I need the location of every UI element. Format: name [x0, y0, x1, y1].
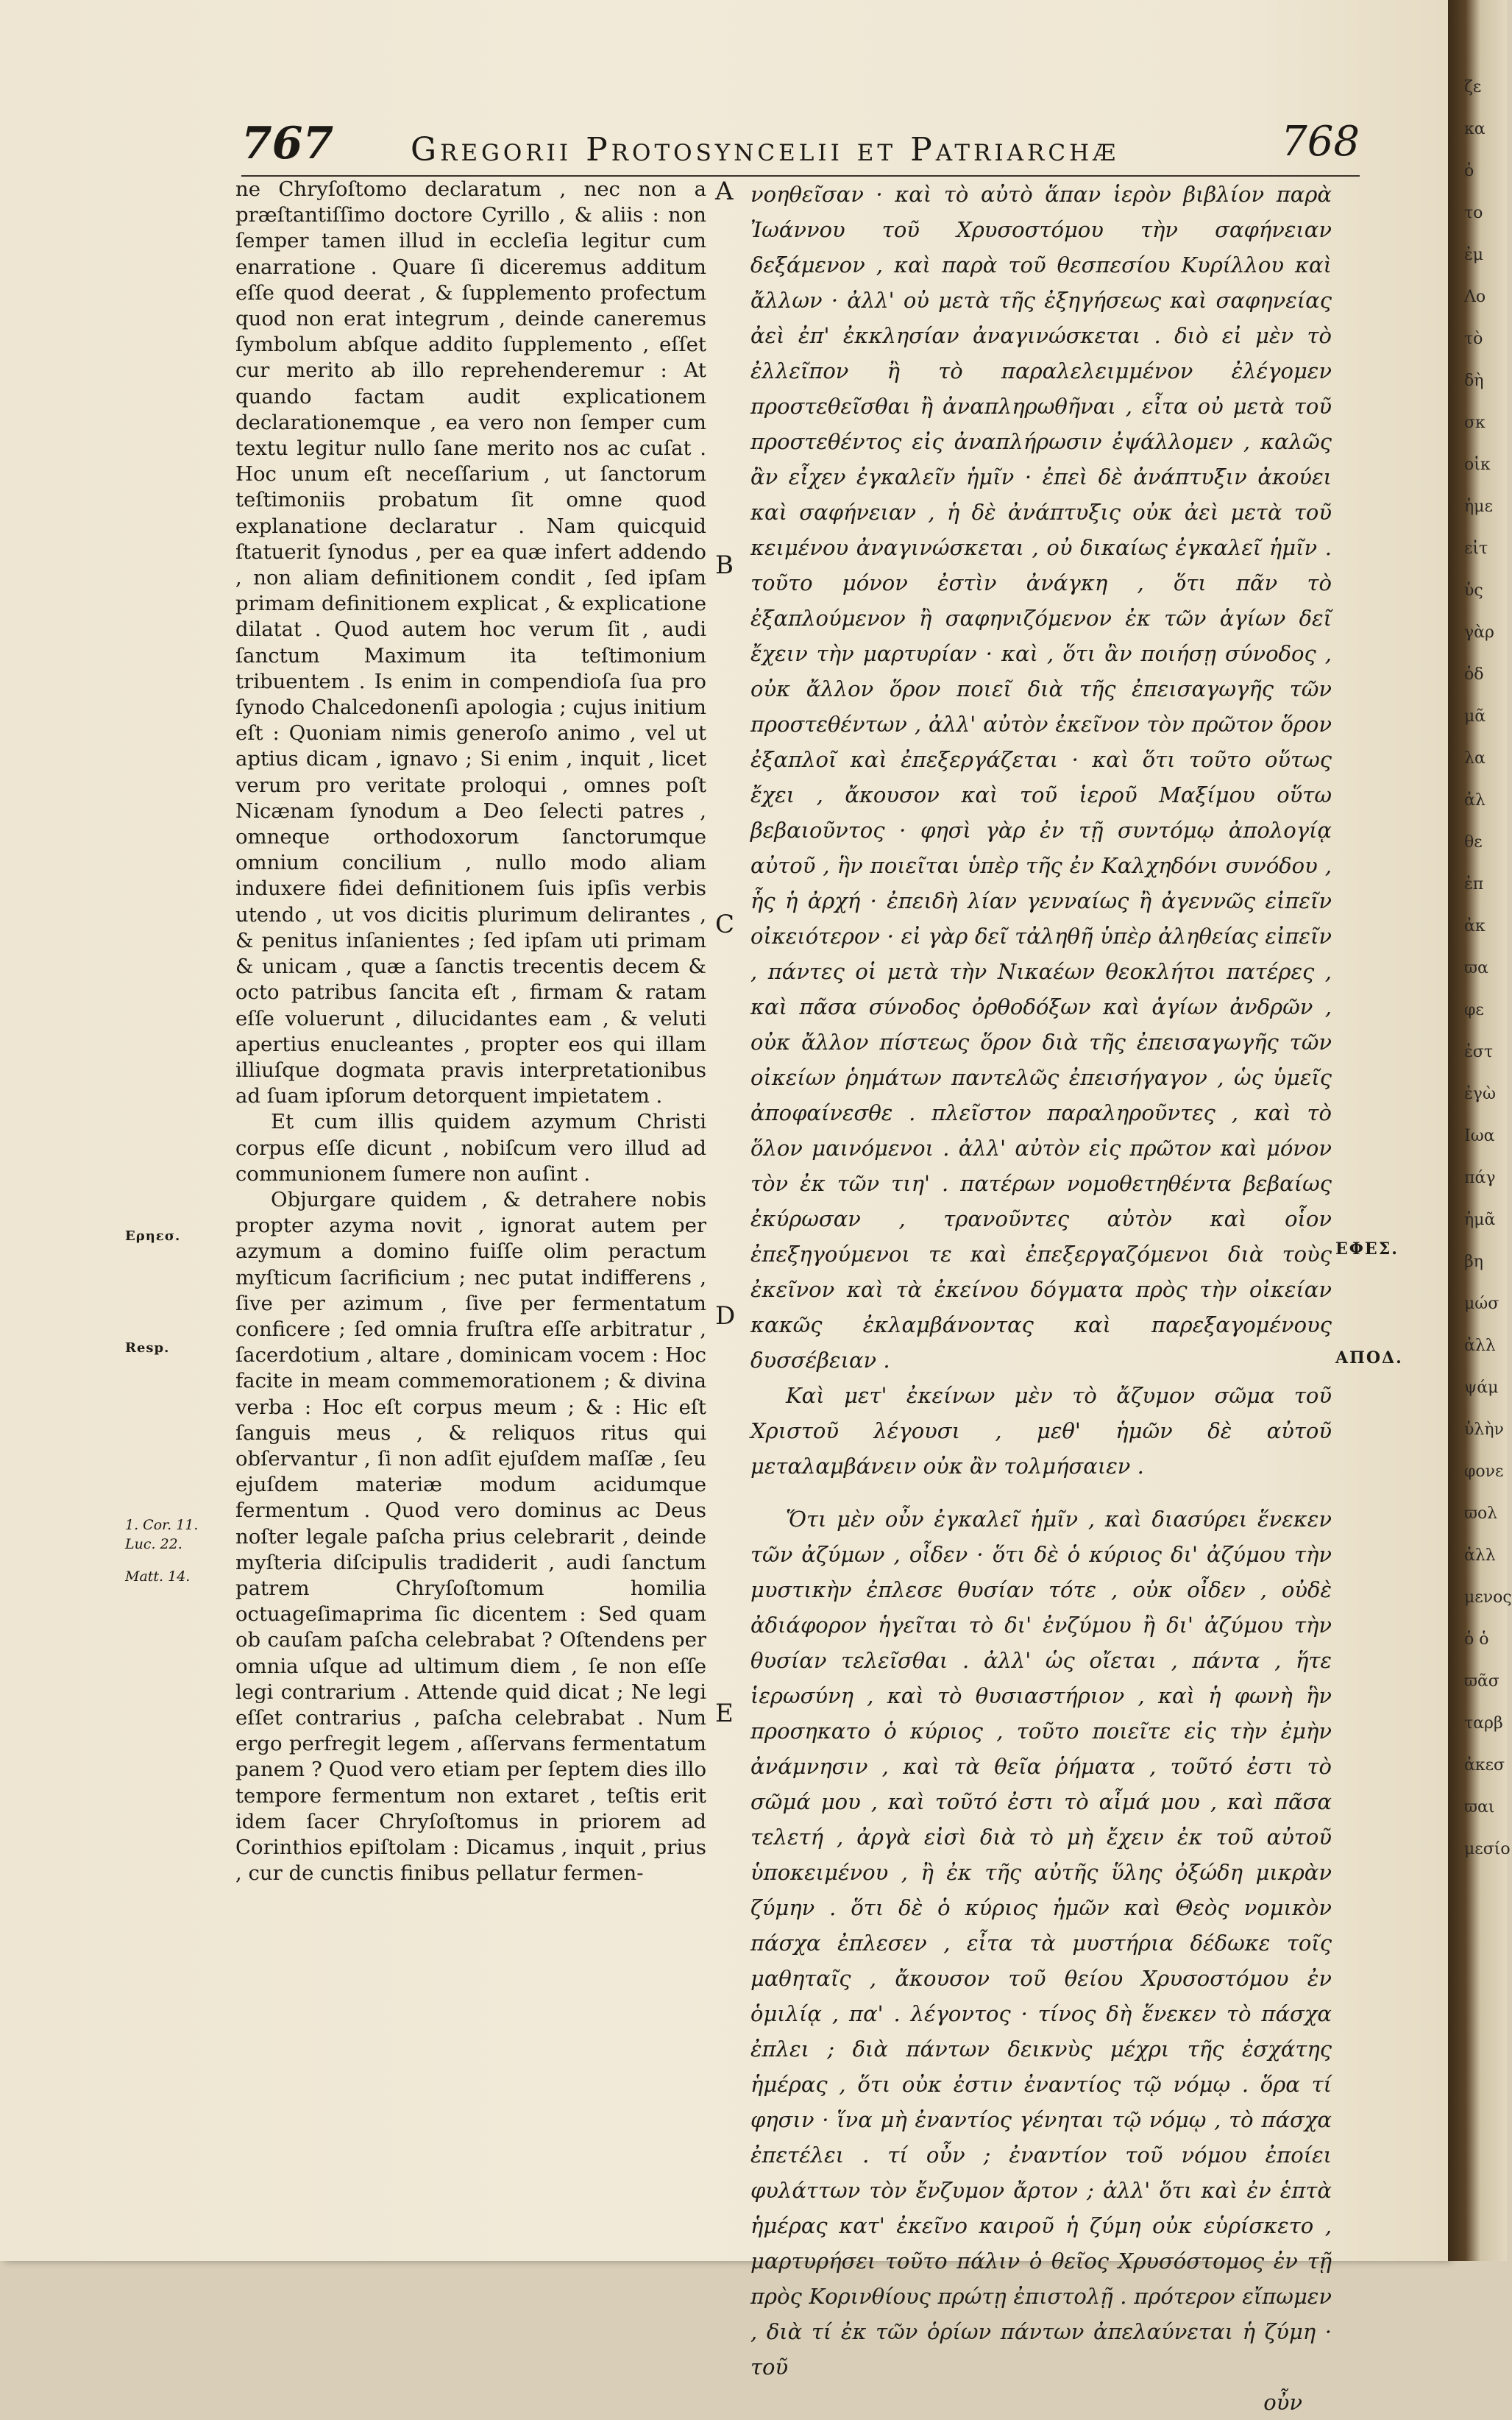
facing-page-fragment: ἀλλ: [1464, 1546, 1496, 1565]
facing-page-fragment: τὸ: [1464, 330, 1483, 348]
facing-page-fragment: εἰτ: [1464, 539, 1488, 558]
greek-paragraph: Καὶ μετ' ἐκείνων μὲν τὸ ἄζυμον σῶμα τοῦ Χριστοῦ λέγουσι , μεθ' ἡμῶν δὲ αὐτοῦ μεταλαμβάνειν οὐκ ἂν τολμήσαιεν .: [750, 1383, 1332, 1479]
facing-page-fragment: γὰρ: [1464, 623, 1494, 642]
latin-paragraph: ne Chryſoſtomo declaratum , nec non a præſtantiſſimo doctore Cyrillo , & aliis : non ſemper tamen illud in eccleſia legitur cum enarratione . Quare ſi diceremus additum eſſe quod deerat , & ſupplemento profectum quod non erat integrum , deinde caneremus ſymbolum abſque addito ſupplemento , eſſet cur merito ab illo reprehenderemur : At quando factam audit explicationem declarationemque , ea vero non ſemper cum textu legitur nullo ſane merito nos ac cuſat . Hoc unum eſt neceſſarium , ut ſanctorum teſtimoniis probatum ſit omne quod explanatione declaratur . Nam quicquid ſtatuerit ſynodus , per ea quæ infert addendo , non aliam definitionem condit , ſed ipſam primam definitionem explicat , & explicatione dilatat . Quod autem hoc verum ſit , audi ſanctum Maximum ita teſtimonium tribuentem . Is enim in compendioſa ſua pro ſynodo Chalcedonenſi apologia ; cujus initium eſt : Quoniam nimis generoſo animo , vel ut aptius dicam , ignavo ; Si enim , inquit , licet verum pro veritate proloqui , omnes poſt Nicænam ſynodum a Deo ſelecti patres , omneque orthodoxorum ſanctorumque omnium concilium , nullo modo aliam induxere fidei definitionem ſuis ipſis verbis utendo , ut vos dicitis plurimum delirantes , & penitus inſanientes ; ſed ipſam uti primam & unicam , quæ a ſanctis trecentis decem & octo patribus ſancita eſt , firmam & ratam eſſe voluerunt , dilucidantes eam , & veluti apertius enucleantes , propter eos qui illam illiuſque dogmata pravis interpretationibus ad ſuam ipſorum detorquent impietatem .: [235, 177, 706, 1108]
margin-note-citation-1: 1. Cor. 11.: [125, 1517, 199, 1533]
facing-page-fragment: ὁ ὁ: [1464, 1630, 1489, 1649]
margin-note-ephes-greek: ΕΦΕΣ.: [1335, 1239, 1399, 1259]
facing-page-fragment: ἀλ: [1464, 791, 1486, 810]
facing-page-edge: [1464, 66, 1512, 2201]
facing-page-fragment: ϖα: [1464, 959, 1488, 977]
page-number-right: 768: [1281, 118, 1360, 166]
page-header: [241, 118, 1360, 177]
facing-page-fragment: ἐπ: [1464, 875, 1484, 894]
facing-page-fragment: ἐστ: [1464, 1043, 1493, 1061]
facing-page-fragment: ζε: [1464, 78, 1482, 96]
facing-page-fragment: ἀκ: [1464, 917, 1486, 935]
facing-page-fragment: μεσίο: [1464, 1840, 1511, 1858]
margin-note-ephes: Ερηεσ.: [125, 1228, 181, 1244]
facing-page-fragment: φονε: [1464, 1462, 1504, 1481]
margin-note-citation-3: Matt. 14.: [125, 1568, 191, 1585]
margin-note-apod-greek: ΑΠΟΔ.: [1335, 1348, 1403, 1368]
facing-page-fragment: ὁδ: [1464, 665, 1484, 684]
facing-page-fragment: φε: [1464, 1001, 1484, 1019]
facing-page-fragment: ἐμ: [1464, 246, 1484, 264]
facing-page-fragment: ϖαι: [1464, 1798, 1495, 1816]
facing-page-fragment: το: [1464, 204, 1483, 222]
facing-page-fragment: δὴ: [1464, 372, 1484, 390]
latin-paragraph: Objurgare quidem , & detrahere nobis propter azyma novit , ignorat autem per azymum a domino fuiſſe olim peractum myſticum ſacrificium ; nec putat indifferens , ſive per azimum , ſive per fermentatum conficere ; ſed omnia fruſtra eſſe arbitratur , ſacerdotium , altare , dominicam vocem : Hoc facite in meam commemorationem ; & divina verba : Hoc eſt corpus meum ; & : Hic eſt ſanguis meus , & reliquos ritus qui obſervantur , ſi non adſit ejuſdem maſſæ , ſeu ejuſdem materiæ modum acidumque fermentum . Quod vero dominus ac Deus noſter legale paſcha prius celebrarit , deinde myſteria diſcipulis tradiderit , audi ſanctum patrem Chryſoſtomum homilia octuageſimaprima ſic dicentem : Sed quam ob cauſam paſcha celebrabat ? Oſtendens per omnia uſque ad ultimum diem , ſe non eſſe legi contrarium . Attende quid dicat ; Ne legi eſſet contrarius , paſcha celebrabat . Num ergo perfregit legem , aſſervans fermentatum panem ? Quod vero etiam per ſeptem dies illo tempore fermentum non extaret , teſtis erit idem ſacer Chryſoſtomus in priorem ad Corinthios epiſtolam : Dicamus , inquit , prius , cur de cunctis finibus pellatur fermen-: [235, 1187, 706, 1886]
running-head: Gregorii Protosyncelii et Patriarchæ: [411, 131, 1120, 169]
facing-page-fragment: ὑλὴν: [1464, 1420, 1504, 1439]
latin-paragraph: Et cum illis quidem azymum Christi corpus eſſe dicunt , nobiſcum vero illud ad communionem ſumere non auſint .: [235, 1110, 706, 1186]
facing-page-fragment: Λο: [1464, 288, 1486, 306]
facing-page-fragment: πάγ: [1464, 1169, 1496, 1187]
facing-page-fragment: βη: [1464, 1253, 1483, 1271]
margin-note-resp: Resp.: [125, 1340, 170, 1356]
facing-page-fragment: ἐγὼ: [1464, 1085, 1496, 1103]
facing-page-fragment: ἡμᾶ: [1464, 1211, 1496, 1229]
facing-page-fragment: κα: [1464, 120, 1486, 138]
section-letter-b: B: [715, 551, 734, 580]
greek-paragraph: νοηθεῖσαν · καὶ τὸ αὐτὸ ἅπαν ἱερὸν βιβλίον παρὰ Ἰωάννου τοῦ Χρυσοστόμου τὴν σαφήνειαν δεξάμενον , καὶ παρὰ τοῦ θεσπεσίου Κυρίλλου καὶ ἄλλων · ἀλλ' οὐ μετὰ τῆς ἐξηγήσεως καὶ σαφηνείας ἀεὶ ἐπ' ἐκκλησίαν ἀναγινώσκεται . διὸ εἰ μὲν τὸ ἐλλεῖπον ἢ τὸ παραλελειμμένον ἐλέγομεν προστεθεῖσθαι ἢ ἀναπληρωθῆναι , εἶτα οὐ μετὰ τοῦ προστεθέντος εἰς ἀναπλήρωσιν ἐψάλλομεν , καλῶς ἂν εἶχεν ἐγκαλεῖν ἡμῖν · ἐπεὶ δὲ ἀνάπτυξιν ἀκούει καὶ σαφήνειαν , ἡ δὲ ἀνάπτυξις οὐκ ἀεὶ μετὰ τοῦ κειμένου ἀναγινώσκεται , οὐ δικαίως ἐγκαλεῖ ἡμῖν . τοῦτο μόνον ἐστὶν ἀνάγκη , ὅτι πᾶν τὸ ἐξαπλούμενον ἢ σαφηνιζόμενον ἐκ τῶν ἁγίων δεῖ ἔχειν τὴν μαρτυρίαν · καὶ , ὅτι ἂν ποιήσῃ σύνοδος , οὐκ ἄλλον ὅρον ποιεῖ διὰ τῆς ἐπεισαγωγῆς τῶν προστεθέντων , ἀλλ' αὐτὸν ἐκεῖνον τὸν πρῶτον ὅρον ἐξαπλοῖ καὶ ἐπεξεργάζεται · καὶ ὅτι τοῦτο οὕτως ἔχει , ἄκουσον καὶ τοῦ ἱεροῦ Μαξίμου οὕτω βεβαιοῦντος · φησὶ γὰρ ἐν τῇ συντόμῳ ἀπολογίᾳ αὐτοῦ , ἣν ποιεῖται ὑπὲρ τῆς ἐν Καλχηδόνι συνόδου , ἧς ἡ ἀρχή · ἐπειδὴ λίαν γενναίως ἢ ἀγεννῶς εἰπεῖν οἰκειότερον · εἰ γὰρ δεῖ τἀληθῆ ὑπὲρ ἀληθείας εἰπεῖν , πάντες οἱ μετὰ τὴν Νικαέων θεοκλήτοι πατέρες , καὶ πᾶσα σύνοδος ὀρθοδόξων καὶ ἁγίων ἀνδρῶν , οὐκ ἄλλον πίστεως ὅρον διὰ τῆς ἐπεισαγωγῆς τῶν οἰκείων ῥημάτων παντελῶς ἐπεισήγαγον , ὡς ὑμεῖς ἀποφαίνεσθε . πλεῖστον παραληροῦντες , καὶ τὸ ὅλον μαινόμενοι . ἀλλ' αὐτὸν εἰς πρῶτον καὶ μόνον τὸν ἐκ τῶν τιη' . πατέρων νομοθετηθέντα βεβαίως ἐκύρωσαν , τρανοῦντες αὐτὸν καὶ οἷον ἐπεξηγούμενοι τε καὶ ἐπεξεργαζόμενοι διὰ τοὺς ἐκεῖνον καὶ τὰ ἐκείνου δόγματα πρὸς τὴν οἰκείαν κακῶς ἐκλαμβάνοντας καὶ παρεξαγομένους δυσσέβειαν .: [750, 182, 1332, 1373]
facing-page-fragment: θε: [1464, 833, 1483, 852]
section-letter-e: E: [715, 1699, 734, 1728]
facing-page-fragment: ψάμ: [1464, 1379, 1499, 1397]
facing-page-fragment: μᾶ: [1464, 707, 1486, 726]
margin-note-citation-2: Luc. 22.: [125, 1536, 182, 1552]
facing-page-fragment: μενος: [1464, 1588, 1512, 1607]
facing-page-fragment: ϖολ: [1464, 1504, 1498, 1523]
section-letter-d: D: [715, 1301, 736, 1331]
catchword: οὖν: [1263, 2390, 1302, 2415]
facing-page-fragment: ὁ: [1464, 162, 1474, 180]
facing-page-fragment: ὑς: [1464, 581, 1483, 600]
latin-column: [235, 177, 706, 2164]
facing-page-fragment: Ιωα: [1464, 1127, 1495, 1145]
section-letter-a: A: [715, 177, 734, 206]
facing-page-fragment: ἀλλ: [1464, 1337, 1496, 1355]
facing-page-fragment: λα: [1464, 749, 1486, 768]
facing-page-fragment: ἀκεσ: [1464, 1756, 1505, 1775]
facing-page-fragment: ταρβ: [1464, 1714, 1503, 1733]
facing-page-fragment: μώσ: [1464, 1295, 1499, 1313]
facing-page-fragment: ἡμε: [1464, 498, 1493, 516]
facing-page-fragment: οἱκ: [1464, 456, 1491, 474]
facing-page-fragment: ϖᾶσ: [1464, 1672, 1499, 1691]
facing-page-fragment: σκ: [1464, 414, 1486, 432]
page-number-left: 767: [241, 118, 334, 169]
section-letter-c: C: [715, 910, 735, 939]
greek-paragraph: Ὅτι μὲν οὖν ἐγκαλεῖ ἡμῖν , καὶ διασύρει ἕνεκεν τῶν ἀζύμων , οἶδεν · ὅτι δὲ ὁ κύριος δι' ἀζύμου τὴν μυστικὴν ἐπλεσε θυσίαν τότε , οὐκ οἶδεν , οὐδὲ ἀδιάφορον ἡγεῖται τὸ δι' ἐνζύμου ἢ δι' ἀζύμου τὴν θυσίαν τελεῖσθαι . ἀλλ' ὡς οἴεται , πάντα , ἥτε ἱερωσύνη , καὶ τὸ θυσιαστήριον , καὶ ἡ φωνὴ ἣν προσηκατο ὁ κύριος , τοῦτο ποιεῖτε εἰς τὴν ἐμὴν ἀνάμνησιν , καὶ τὰ θεῖα ῥήματα , τοῦτό ἐστι τὸ σῶμά μου , καὶ τοῦτό ἐστι τὸ αἷμά μου , καὶ πᾶσα τελετή , ἀργὰ εἰσὶ διὰ τὸ μὴ ἔχειν ἐκ τοῦ αὐτοῦ ὑποκειμένου , ἢ ἐκ τῆς αὐτῆς ὕλης ὀξώδη μικρὰν ζύμην . ὅτι δὲ ὁ κύριος ἡμῶν καὶ Θεὸς νομικὸν πάσχα ἐπλεσεν , εἶτα τὰ μυστήρια δέδωκε τοῖς μαθηταῖς , ἄκουσον τοῦ θείου Χρυσοστόμου ἐν ὁμιλίᾳ , πα' . λέγοντος · τίνος δὴ ἕνεκεν τὸ πάσχα ἐπλει ; διὰ πάντων δεικνὺς μέχρι τῆς ἐσχάτης ἡμέρας , ὅτι οὐκ ἐστιν ἐναντίος τῷ νόμῳ . ὅρα τί φησιν · ἵνα μὴ ἐναντίος γένηται τῷ νόμῳ , τὸ πάσχα ἐπετέλει . τί οὖν ; ἐναντίον τοῦ νόμου ἐποίει φυλάττων τὸν ἔνζυμον ἄρτον ; ἀλλ' ὅτι καὶ ἐν ἑπτὰ ἡμέρας κατ' ἐκεῖνο καιροῦ ἡ ζύμη οὐκ εὑρίσκετο , μαρτυρήσει τοῦτο πάλιν ὁ θεῖος Χρυσόστομος ἐν τῇ πρὸς Κορινθίους πρώτῃ ἐπιστολῇ . πρότερον εἴπωμεν , διὰ τί ἐκ τῶν ὁρίων πάντων ἀπελαύνεται ἡ ζύμη · τοῦ: [750, 1507, 1332, 2380]
greek-column: [750, 177, 1332, 2415]
